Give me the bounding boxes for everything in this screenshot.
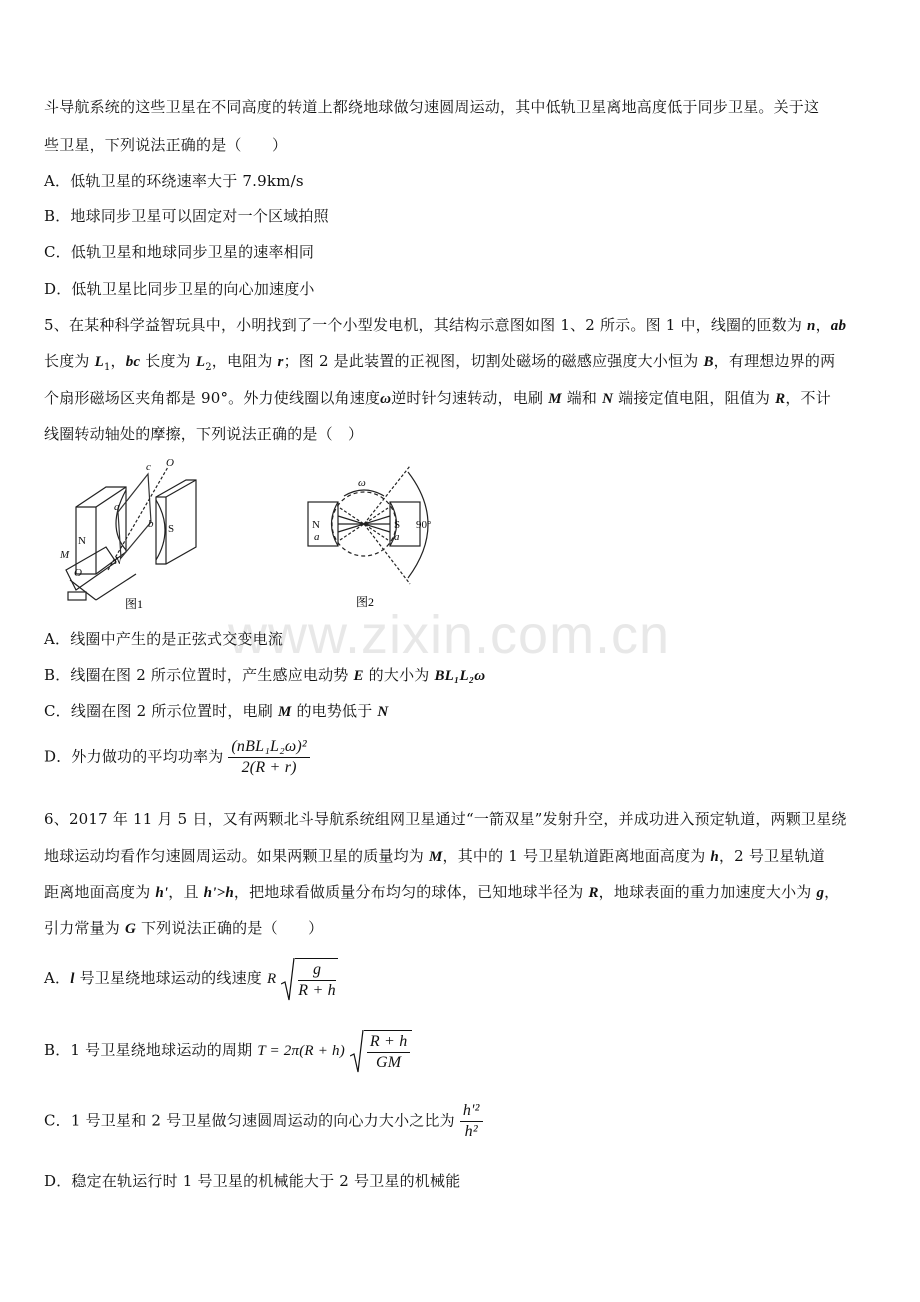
var-M: M — [428, 849, 443, 865]
var-G: G — [124, 921, 137, 937]
svg-text:O: O — [74, 567, 82, 579]
option-text: 的电势低于 — [291, 702, 378, 720]
fraction-numerator: (nBL₁L₂ω)² — [228, 738, 309, 758]
svg-text:O: O — [166, 457, 174, 469]
q6-text: ，2 号卫星轨道 — [718, 847, 825, 865]
q5-option-d — [44, 738, 310, 777]
ratio-fraction — [460, 1102, 483, 1141]
q5-text: ，不计 — [785, 389, 831, 407]
var-N: N — [377, 704, 389, 720]
watermark: www.zixin.com.cn — [228, 605, 671, 665]
fraction-numerator: R + h — [367, 1033, 411, 1053]
var-L: L — [94, 354, 104, 370]
q5-option-c — [44, 700, 388, 721]
q4-option-c: C．低轨卫星和地球同步卫星的速率相同 — [44, 243, 315, 261]
svg-text:N: N — [78, 535, 86, 547]
q6-text: 引力常量为 — [44, 919, 125, 937]
q4-stem-line1: 斗导航系统的这些卫星在不同高度的转道上都绕地球做匀速圆周运动，其中低轨卫星离地高度低于同步卫星。关于这 — [44, 98, 820, 116]
var-R: R — [266, 971, 277, 987]
subscript: 1 — [103, 362, 111, 373]
q5-text: ，电阻为 — [211, 352, 278, 370]
var-R: R — [588, 885, 599, 901]
option-text: A． — [44, 969, 71, 987]
q5-text: ，有理想边界的两 — [713, 352, 836, 370]
q5-text: 端和 — [561, 389, 603, 407]
q5-text: 端接定值电阻，阻值为 — [613, 389, 776, 407]
svg-text:N: N — [114, 555, 122, 567]
q6-text: ，把地球看做质量分布均匀的球体，已知地球半径为 — [233, 883, 589, 901]
option-text: B．1 号卫星绕地球运动的周期 — [44, 1041, 258, 1059]
fraction-denominator: h² — [464, 1123, 478, 1140]
period-expression: T = 2π(R + h) — [257, 1043, 345, 1059]
sqrt-expression — [350, 1030, 413, 1072]
var-L: L — [195, 354, 206, 370]
figure-1-caption: 图1 — [124, 597, 144, 611]
var-l: l — [70, 971, 75, 987]
q6-text: ，且 — [168, 883, 204, 901]
q5-option-b — [44, 664, 485, 685]
var-N: N — [602, 391, 614, 407]
option-text: 的大小为 — [363, 666, 435, 684]
q6-option-b — [44, 1030, 412, 1072]
q5-text: 逆时针匀速转动，电刷 — [391, 389, 549, 407]
q6-option-c — [44, 1102, 483, 1141]
option-text: C．线圈在图 2 所示位置时，电刷 — [44, 702, 278, 720]
svg-text:c: c — [146, 461, 151, 473]
q5-option-a: A．线圈中产生的是正弦式交变电流 — [44, 630, 284, 648]
q5-stem-line1 — [44, 314, 846, 335]
fraction — [298, 961, 336, 1000]
svg-text:S: S — [168, 523, 175, 535]
figure-1-generator-diagram — [56, 452, 216, 612]
q6-text: 下列说法正确的是（ ） — [136, 919, 324, 937]
var-h: h — [710, 849, 719, 865]
option-text: D．外力做功的平均功率为 — [44, 747, 224, 766]
q4-option-b: B．地球同步卫星可以固定对一个区域拍照 — [44, 207, 329, 225]
fraction-denominator: 2(R + r) — [241, 759, 297, 776]
svg-text:M: M — [60, 549, 70, 561]
option-text: 号卫星绕地球运动的线速度 — [74, 969, 267, 987]
svg-text:S: S — [394, 519, 401, 531]
var-R: R — [775, 391, 786, 407]
q6-stem-line3 — [44, 881, 839, 902]
q6-stem-line4 — [44, 917, 323, 938]
svg-text:N: N — [312, 519, 320, 531]
var-E: E — [353, 668, 364, 684]
formula-emf: BL₁L₂ω — [434, 668, 486, 684]
q6-stem-line1: 6、2017 年 11 月 5 日，又有两颗北斗导航系统组网卫星通过“一箭双星”发射升空，并成功进入预定轨道，两颗卫星绕 — [44, 810, 847, 828]
q5-text: ， — [815, 316, 831, 334]
q6-text: ，其中的 1 号卫星轨道距离地面高度为 — [442, 847, 711, 865]
fraction-denominator: R + h — [298, 982, 336, 999]
var-ab: ab — [830, 318, 847, 334]
q6-text: 地球运动均看作匀速圆周运动。如果两颗卫星的质量均为 — [44, 847, 429, 865]
svg-text:ω: ω — [358, 477, 366, 489]
fraction — [367, 1033, 411, 1072]
q4-option-d: D．低轨卫星比同步卫星的向心加速度小 — [44, 280, 315, 298]
q4-option-a: A．低轨卫星的环绕速率大于 7.9km/s — [44, 172, 304, 190]
var-M: M — [548, 391, 562, 407]
radical-sign-icon — [350, 1030, 364, 1074]
inequality: h'>h — [203, 885, 234, 901]
fraction-numerator: h'² — [460, 1102, 483, 1122]
sqrt-expression — [281, 958, 338, 1000]
svg-text:a: a — [114, 501, 120, 513]
q5-text: 5、在某种科学益智玩具中，小明找到了一个小型发电机，其结构示意图如图 1、2 所示。图 1 中，线圈的匝数为 — [44, 316, 808, 334]
q5-stem-line4: 线圈转动轴处的摩擦，下列说法正确的是（ ） — [44, 425, 364, 443]
q6-option-d: D．稳定在轨运行时 1 号卫星的机械能大于 2 号卫星的机械能 — [44, 1172, 461, 1190]
q6-text: ， — [824, 883, 840, 901]
var-M: M — [277, 704, 292, 720]
power-fraction — [228, 738, 309, 777]
q6-option-a — [44, 958, 338, 1000]
q5-stem-line2 — [44, 350, 835, 373]
figure-2-caption: 图2 — [355, 595, 375, 609]
q5-text: ；图 2 是此装置的正视图，切割处磁场的磁感应强度大小恒为 — [283, 352, 704, 370]
var-h-prime: h' — [155, 885, 169, 901]
svg-text:a: a — [394, 531, 400, 543]
svg-text:b: b — [148, 518, 154, 530]
svg-text:90°: 90° — [416, 519, 432, 531]
q6-stem-line2 — [44, 845, 825, 866]
svg-text:a: a — [314, 531, 320, 543]
var-r: r — [277, 354, 284, 370]
q5-text: 个扇形磁场区夹角都是 90°。外力使线圈以角速度 — [44, 389, 381, 407]
q6-text: 距离地面高度为 — [44, 883, 156, 901]
q4-stem-line2: 些卫星，下列说法正确的是（ ） — [44, 136, 288, 154]
fraction-denominator: GM — [376, 1054, 402, 1071]
figure-2-front-view-diagram — [300, 456, 450, 612]
option-text: B．线圈在图 2 所示位置时，产生感应电动势 — [44, 666, 354, 684]
var-omega: ω — [380, 391, 392, 407]
radical-sign-icon — [281, 958, 295, 1002]
fraction-numerator: g — [298, 961, 336, 981]
subscript: 2 — [205, 362, 212, 373]
q5-stem-line3 — [44, 387, 831, 408]
q5-text: 长度为 — [44, 352, 95, 370]
q5-text: ， — [110, 352, 126, 370]
option-text: C．1 号卫星和 2 号卫星做匀速圆周运动的向心力大小之比为 — [44, 1111, 455, 1130]
q5-text: 长度为 — [140, 352, 196, 370]
q6-text: ，地球表面的重力加速度大小为 — [598, 883, 817, 901]
var-g: g — [816, 885, 825, 901]
var-n: n — [807, 318, 816, 334]
var-bc: bc — [125, 354, 141, 370]
var-B: B — [703, 354, 714, 370]
